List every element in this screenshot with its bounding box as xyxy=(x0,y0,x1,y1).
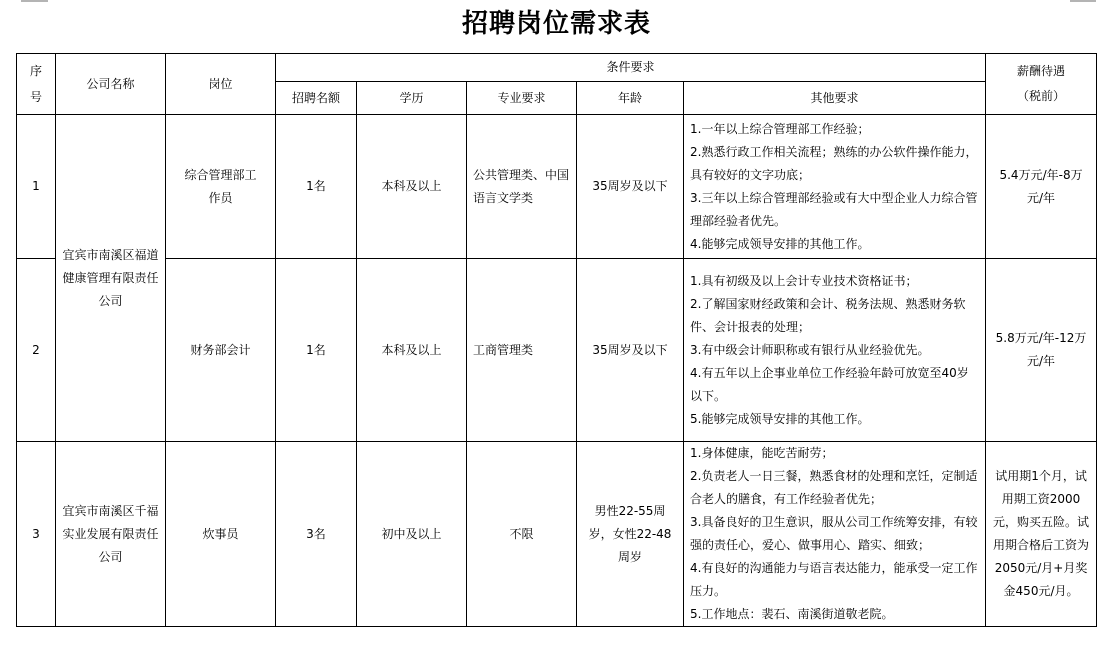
company-name: 宜宾市南溪区福道健康管理有限责任公司 xyxy=(56,115,166,442)
header-conditions: 条件要求 xyxy=(276,54,986,82)
requirement-item: 1.一年以上综合管理部工作经验； xyxy=(690,121,870,136)
position-name: 炊事员 xyxy=(166,442,276,627)
quota: 3名 xyxy=(276,442,357,627)
requirement-item: 4.有五年以上企事业单位工作经验年龄可放宽至40岁以下。 xyxy=(690,365,969,403)
requirement-item: 3.有中级会计师职称或有银行从业经验优先。 xyxy=(690,342,930,357)
requirement-item: 1.身体健康，能吃苦耐劳； xyxy=(690,446,834,460)
position-name: 综合管理部工作员 xyxy=(166,115,276,259)
header-salary xyxy=(986,54,1097,115)
age: 男性22-55周岁，女性22-48周岁 xyxy=(577,442,684,627)
major: 公共管理类、中国语言文学类 xyxy=(467,115,577,259)
table-row xyxy=(17,442,1097,627)
header-salary-line2: （税前） xyxy=(1017,89,1066,103)
row-index: 1 xyxy=(17,115,56,259)
header-age: 年龄 xyxy=(577,82,684,115)
requirement-item: 3.具备良好的卫生意识，服从公司工作统筹安排，有较强的责任心，爱心、做事用心、踏实、细致； xyxy=(690,515,978,552)
other-requirements xyxy=(684,115,986,259)
page-corner-mark-right xyxy=(1070,0,1096,2)
table-row xyxy=(17,115,1097,259)
requirement-item: 2.了解国家财经政策和会计、税务法规、熟悉财务软件、会计报表的处理； xyxy=(690,296,966,334)
document-title: 招聘岗位需求表 xyxy=(461,9,651,39)
header-salary-line1: 薪酬待遇 xyxy=(1017,64,1066,78)
page-corner-mark-left xyxy=(21,0,48,2)
salary: 5.8万元/年-12万元/年 xyxy=(986,259,1097,442)
company-name: 宜宾市南溪区千福实业发展有限责任公司 xyxy=(56,442,166,627)
requirement-item: 5.能够完成领导安排的其他工作。 xyxy=(690,411,870,426)
age: 35周岁及以下 xyxy=(577,259,684,442)
header-company: 公司名称 xyxy=(56,54,166,115)
requirement-item: 3.三年以上综合管理部经验或有大中型企业人力综合管理部经验者优先。 xyxy=(690,190,978,228)
requirement-item: 2.熟悉行政工作相关流程；熟练的办公软件操作能力，具有较好的文字功底； xyxy=(690,144,978,182)
education: 本科及以上 xyxy=(357,115,467,259)
header-row-1 xyxy=(17,54,1097,82)
requirement-item: 5.工作地点：裴石、南溪街道敬老院。 xyxy=(690,607,894,621)
position-name: 财务部会计 xyxy=(166,259,276,442)
salary: 试用期1个月，试用期工资2000元，购买五险。试用期合格后工资为2050元/月+月奖金450元/月。 xyxy=(986,442,1097,627)
header-education: 学历 xyxy=(357,82,467,115)
age: 35周岁及以下 xyxy=(577,115,684,259)
other-requirements xyxy=(684,442,986,627)
other-requirements xyxy=(684,259,986,442)
row-index: 3 xyxy=(17,442,56,627)
header-quota: 招聘名额 xyxy=(276,82,357,115)
major: 不限 xyxy=(467,442,577,627)
recruitment-table xyxy=(16,53,1097,627)
major: 工商管理类 xyxy=(467,259,577,442)
requirement-item: 4.能够完成领导安排的其他工作。 xyxy=(690,236,870,251)
table-row xyxy=(17,259,1097,442)
requirement-item: 2.负责老人一日三餐，熟悉食材的处理和烹饪，定制适合老人的膳食，有工作经验者优先； xyxy=(690,469,978,506)
requirement-item: 1.具有初级及以上会计专业技术资格证书； xyxy=(690,273,918,288)
requirement-item: 4.有良好的沟通能力与语言表达能力，能承受一定工作压力。 xyxy=(690,561,978,598)
header-index: 序号 xyxy=(17,54,56,115)
quota: 1名 xyxy=(276,115,357,259)
quota: 1名 xyxy=(276,259,357,442)
row-index: 2 xyxy=(17,259,56,442)
salary: 5.4万元/年-8万元/年 xyxy=(986,115,1097,259)
education: 本科及以上 xyxy=(357,259,467,442)
education: 初中及以上 xyxy=(357,442,467,627)
header-other: 其他要求 xyxy=(684,82,986,115)
header-position: 岗位 xyxy=(166,54,276,115)
header-major: 专业要求 xyxy=(467,82,577,115)
